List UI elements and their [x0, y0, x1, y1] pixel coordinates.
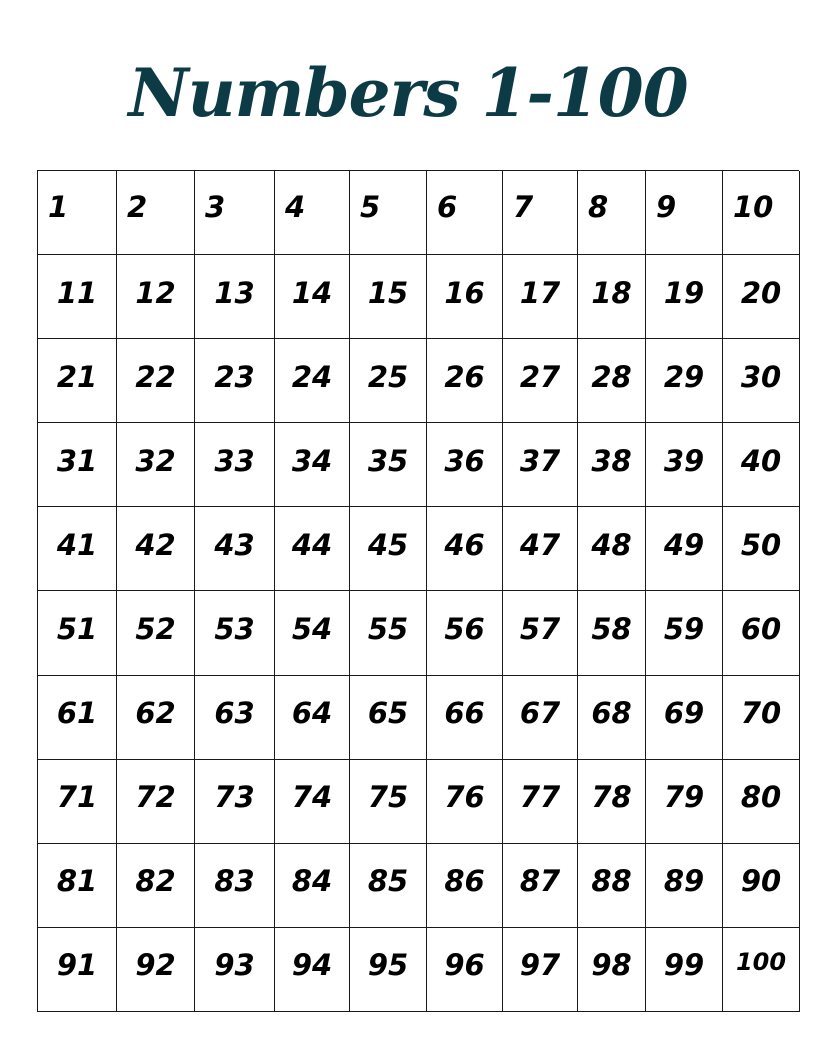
number-cell: 52 [117, 591, 195, 675]
number-cell: 66 [427, 676, 503, 760]
number-cell: 42 [117, 507, 195, 591]
number-cell: 77 [503, 760, 578, 844]
number-cell: 31 [38, 423, 117, 507]
number-cell: 2 [117, 171, 195, 255]
number-cell: 94 [275, 928, 350, 1012]
number-cell: 59 [646, 591, 723, 675]
number-cell: 20 [723, 255, 800, 339]
number-cell: 1 [38, 171, 117, 255]
number-cell: 12 [117, 255, 195, 339]
number-cell: 47 [503, 507, 578, 591]
number-cell: 28 [578, 339, 646, 423]
number-cell: 51 [38, 591, 117, 675]
number-cell: 37 [503, 423, 578, 507]
number-cell: 14 [275, 255, 350, 339]
number-cell: 27 [503, 339, 578, 423]
number-cell: 5 [350, 171, 427, 255]
number-cell: 74 [275, 760, 350, 844]
number-cell: 92 [117, 928, 195, 1012]
number-cell: 29 [646, 339, 723, 423]
number-cell: 84 [275, 844, 350, 928]
number-cell: 32 [117, 423, 195, 507]
number-cell: 11 [38, 255, 117, 339]
number-cell: 57 [503, 591, 578, 675]
number-cell: 35 [350, 423, 427, 507]
number-cell: 70 [723, 676, 800, 760]
number-cell: 25 [350, 339, 427, 423]
number-cell: 54 [275, 591, 350, 675]
number-cell: 56 [427, 591, 503, 675]
number-cell: 30 [723, 339, 800, 423]
number-cell: 3 [195, 171, 275, 255]
number-cell: 10 [723, 171, 800, 255]
number-cell: 58 [578, 591, 646, 675]
number-cell: 17 [503, 255, 578, 339]
number-cell: 8 [578, 171, 646, 255]
number-cell: 76 [427, 760, 503, 844]
number-cell: 40 [723, 423, 800, 507]
number-cell: 36 [427, 423, 503, 507]
number-cell: 61 [38, 676, 117, 760]
number-cell: 73 [195, 760, 275, 844]
number-cell: 4 [275, 171, 350, 255]
number-cell: 79 [646, 760, 723, 844]
number-cell: 23 [195, 339, 275, 423]
number-cell: 7 [503, 171, 578, 255]
number-cell: 78 [578, 760, 646, 844]
number-cell: 89 [646, 844, 723, 928]
number-cell: 15 [350, 255, 427, 339]
number-cell: 49 [646, 507, 723, 591]
number-cell: 55 [350, 591, 427, 675]
number-cell: 38 [578, 423, 646, 507]
number-cell: 60 [723, 591, 800, 675]
number-cell: 64 [275, 676, 350, 760]
number-cell: 87 [503, 844, 578, 928]
number-cell: 75 [350, 760, 427, 844]
number-cell: 65 [350, 676, 427, 760]
number-cell: 93 [195, 928, 275, 1012]
number-cell: 96 [427, 928, 503, 1012]
number-cell: 6 [427, 171, 503, 255]
number-cell: 34 [275, 423, 350, 507]
number-cell: 19 [646, 255, 723, 339]
number-cell: 91 [38, 928, 117, 1012]
number-cell: 43 [195, 507, 275, 591]
number-cell: 82 [117, 844, 195, 928]
number-cell: 86 [427, 844, 503, 928]
number-cell: 53 [195, 591, 275, 675]
number-cell: 81 [38, 844, 117, 928]
number-grid [37, 170, 799, 1012]
number-cell: 39 [646, 423, 723, 507]
number-cell: 48 [578, 507, 646, 591]
number-cell: 63 [195, 676, 275, 760]
number-cell: 9 [646, 171, 723, 255]
number-cell: 98 [578, 928, 646, 1012]
number-cell: 69 [646, 676, 723, 760]
number-cell: 18 [578, 255, 646, 339]
number-cell: 16 [427, 255, 503, 339]
number-cell: 46 [427, 507, 503, 591]
number-cell: 50 [723, 507, 800, 591]
number-cell: 41 [38, 507, 117, 591]
number-cell: 83 [195, 844, 275, 928]
number-cell: 22 [117, 339, 195, 423]
number-cell: 95 [350, 928, 427, 1012]
number-cell: 44 [275, 507, 350, 591]
number-cell: 26 [427, 339, 503, 423]
number-cell: 71 [38, 760, 117, 844]
number-cell: 13 [195, 255, 275, 339]
number-cell: 100 [723, 928, 800, 1012]
number-cell: 88 [578, 844, 646, 928]
number-cell: 97 [503, 928, 578, 1012]
number-cell: 24 [275, 339, 350, 423]
number-cell: 80 [723, 760, 800, 844]
page-title: Numbers 1-100 [128, 54, 688, 132]
number-cell: 67 [503, 676, 578, 760]
number-cell: 21 [38, 339, 117, 423]
number-cell: 45 [350, 507, 427, 591]
number-cell: 72 [117, 760, 195, 844]
number-cell: 85 [350, 844, 427, 928]
number-cell: 99 [646, 928, 723, 1012]
number-cell: 90 [723, 844, 800, 928]
number-cell: 62 [117, 676, 195, 760]
number-cell: 33 [195, 423, 275, 507]
number-cell: 68 [578, 676, 646, 760]
